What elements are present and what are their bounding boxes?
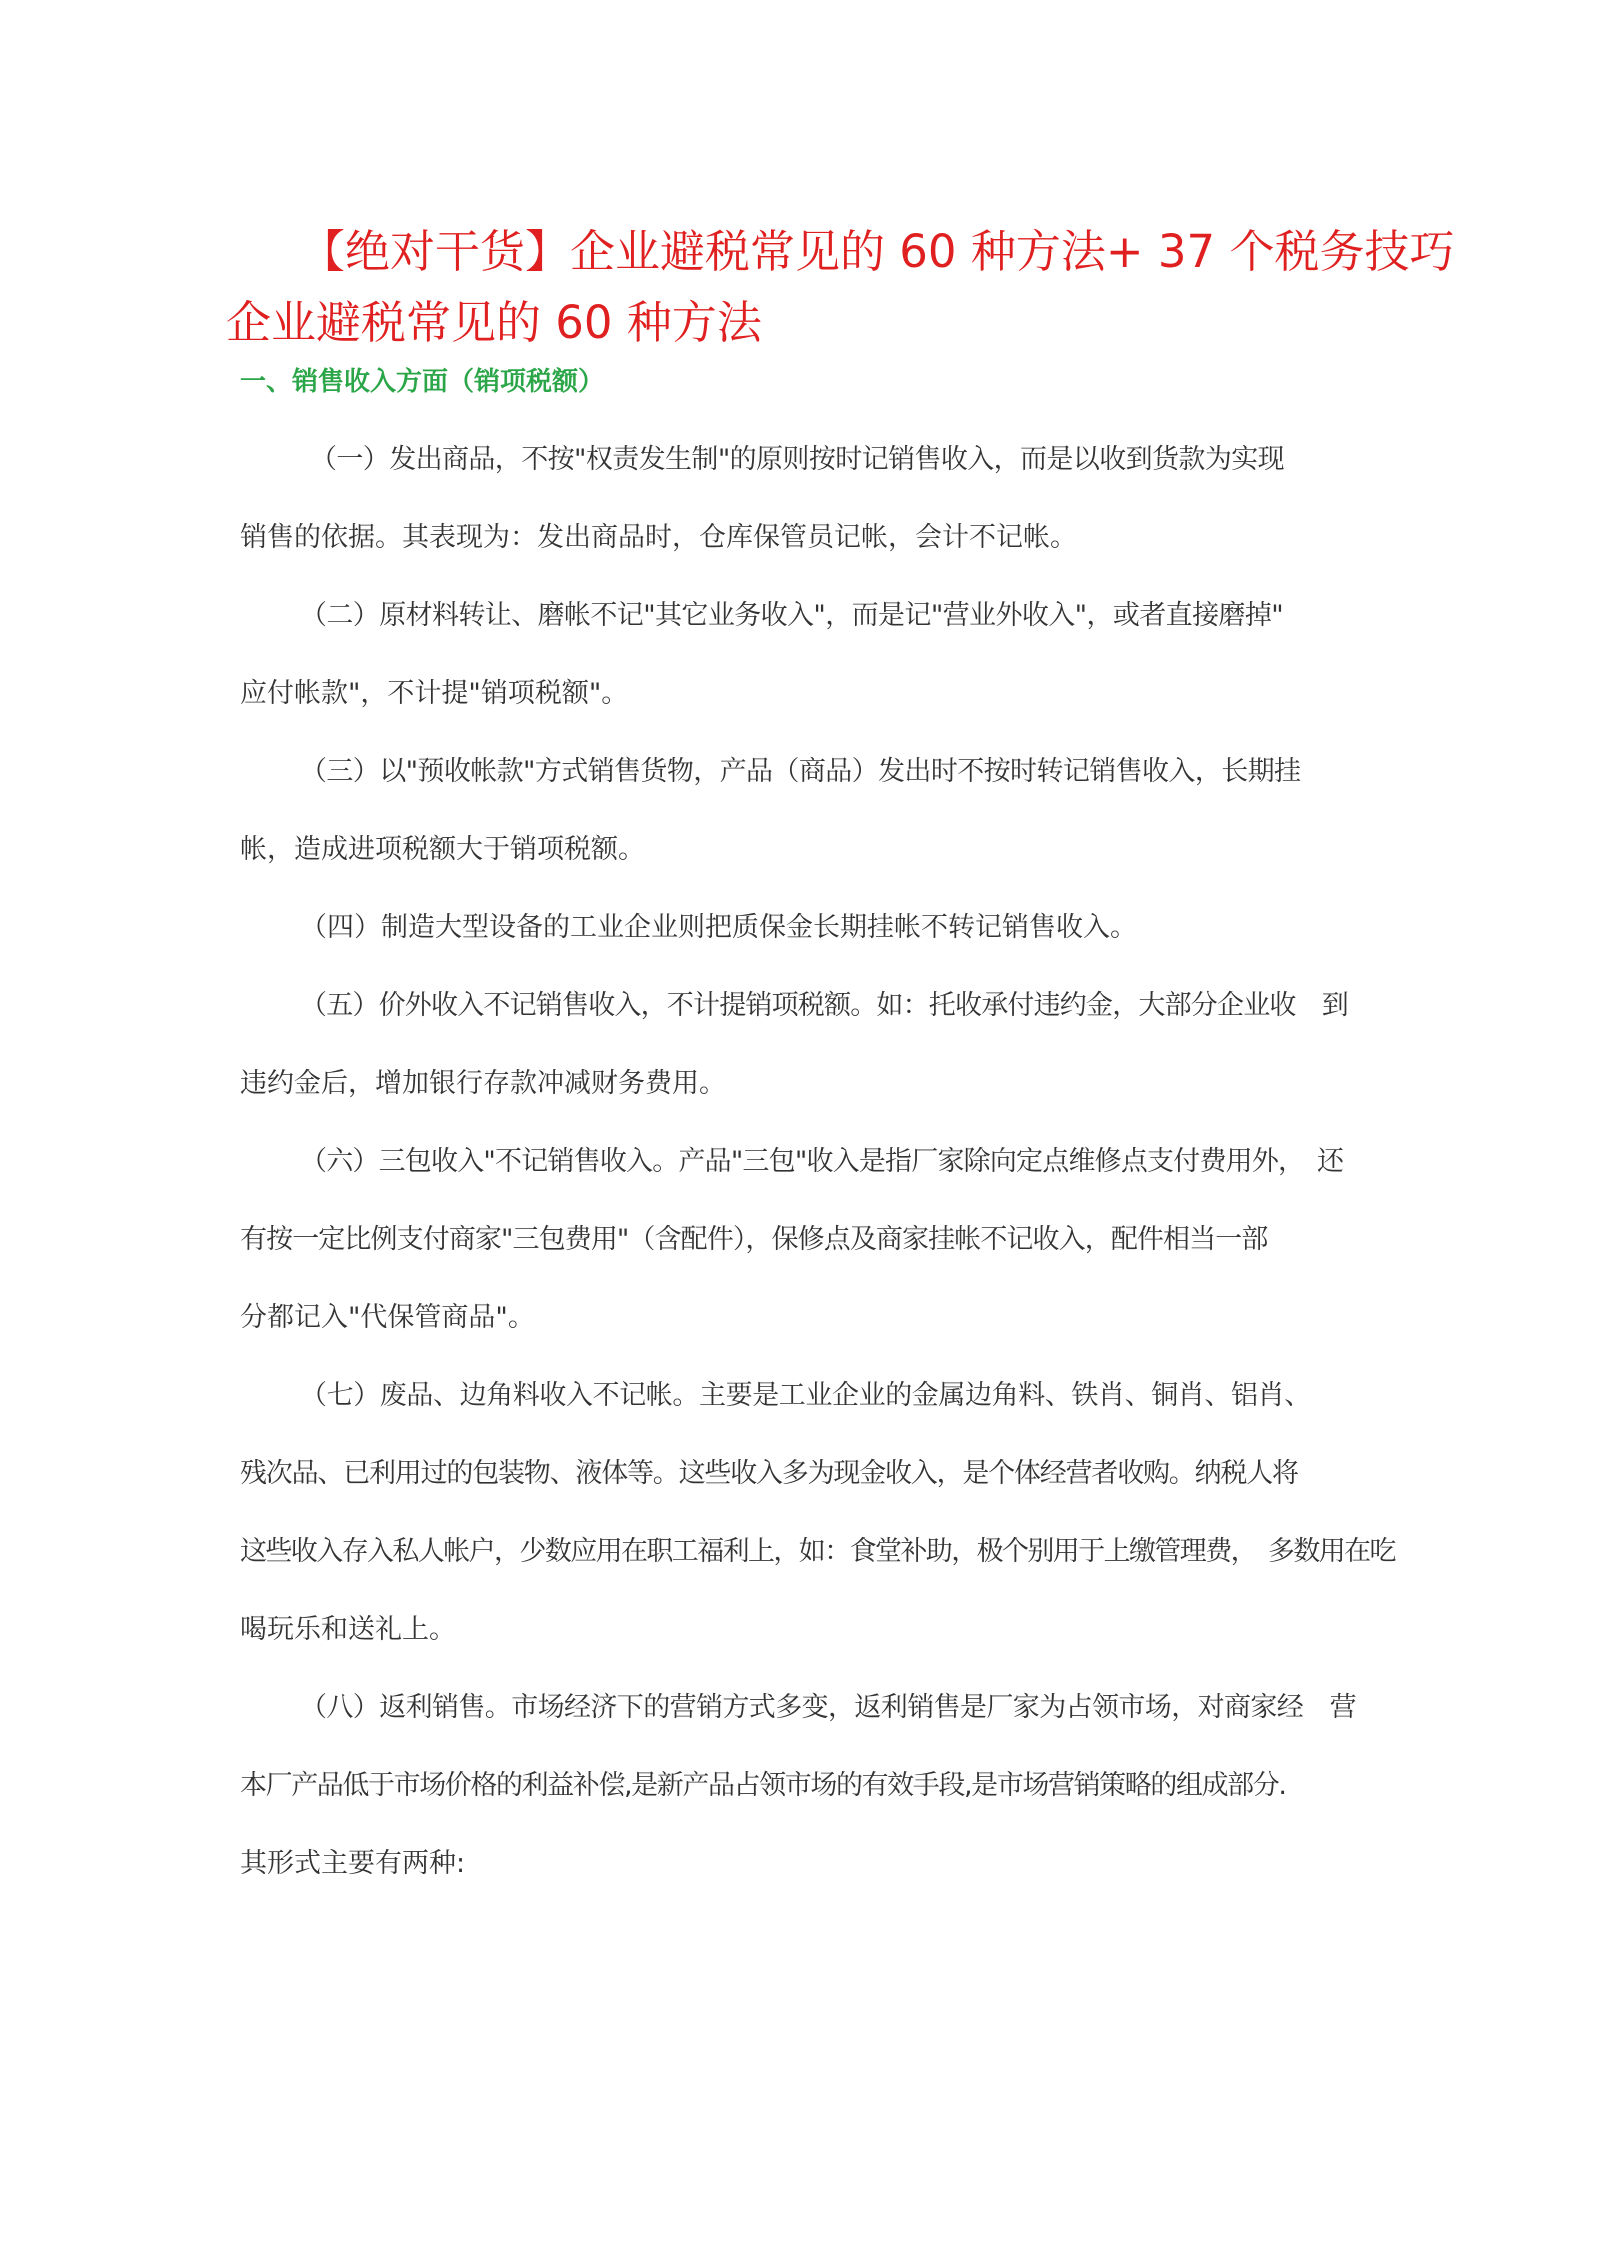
paragraph-line: 帐，造成进项税额大于销项税额。 (240, 834, 645, 865)
document-title: 【绝对干货】企业避税常见的 60 种方法+ 37 个税务技巧 (300, 225, 1455, 278)
paragraph-line: 违约金后，增加银行存款冲减财务费用。 (240, 1068, 726, 1099)
paragraph-line: （八）返利销售。市场经济下的营销方式多变，返利销售是厂家为占领市场，对商家经 营 (300, 1692, 1356, 1723)
paragraph-line: （七）废品、边角料收入不记帐。主要是工业企业的金属边角料、铁肖、铜肖、铝肖、 (300, 1380, 1311, 1411)
paragraph-line: （一）发出商品，不按"权责发生制"的原则按时记销售收入，而是以收到货款为实现 (310, 444, 1285, 475)
paragraph-line: 喝玩乐和送礼上。 (240, 1614, 456, 1645)
paragraph-line: （五）价外收入不记销售收入，不计提销项税额。如：托收承付违约金，大部分企业收 到 (300, 990, 1348, 1021)
paragraph-line: 这些收入存入私人帐户，少数应用在职工福利上，如：食堂补助，极个别用于上缴管理费， 多数用在吃 (240, 1536, 1395, 1567)
paragraph-line: 本厂产品低于市场价格的利益补偿,是新产品占领市场的有效手段,是市场营销策略的组成部分. (240, 1770, 1286, 1801)
paragraph-line: 有按一定比例支付商家"三包费用"（含配件），保修点及商家挂帐不记收入，配件相当一部 (240, 1224, 1268, 1255)
paragraph-line: （六）三包收入"不记销售收入。产品"三包"收入是指厂家除向定点维修点支付费用外， 还 (300, 1146, 1344, 1177)
paragraph-line: 销售的依据。其表现为：发出商品时，仓库保管员记帐，会计不记帐。 (240, 522, 1077, 553)
paragraph-line: 分都记入"代保管商品"。 (240, 1302, 535, 1333)
document-subtitle: 企业避税常见的 60 种方法 (226, 296, 762, 349)
paragraph-line: 残次品、已利用过的包装物、液体等。这些收入多为现金收入，是个体经营者收购。纳税人将 (240, 1458, 1298, 1489)
paragraph-line: （二）原材料转让、磨帐不记"其它业务收入"，而是记"营业外收入"，或者直接磨掉" (300, 600, 1284, 631)
paragraph-line: 其形式主要有两种: (240, 1848, 466, 1879)
paragraph-line: 应付帐款"，不计提"销项税额"。 (240, 678, 629, 709)
paragraph-line: （四）制造大型设备的工业企业则把质保金长期挂帐不转记销售收入。 (300, 912, 1137, 943)
paragraph-line: （三）以"预收帐款"方式销售货物，产品（商品）发出时不按时转记销售收入，长期挂 (300, 756, 1301, 787)
section-heading: 一、销售收入方面（销项税额） (240, 367, 605, 397)
